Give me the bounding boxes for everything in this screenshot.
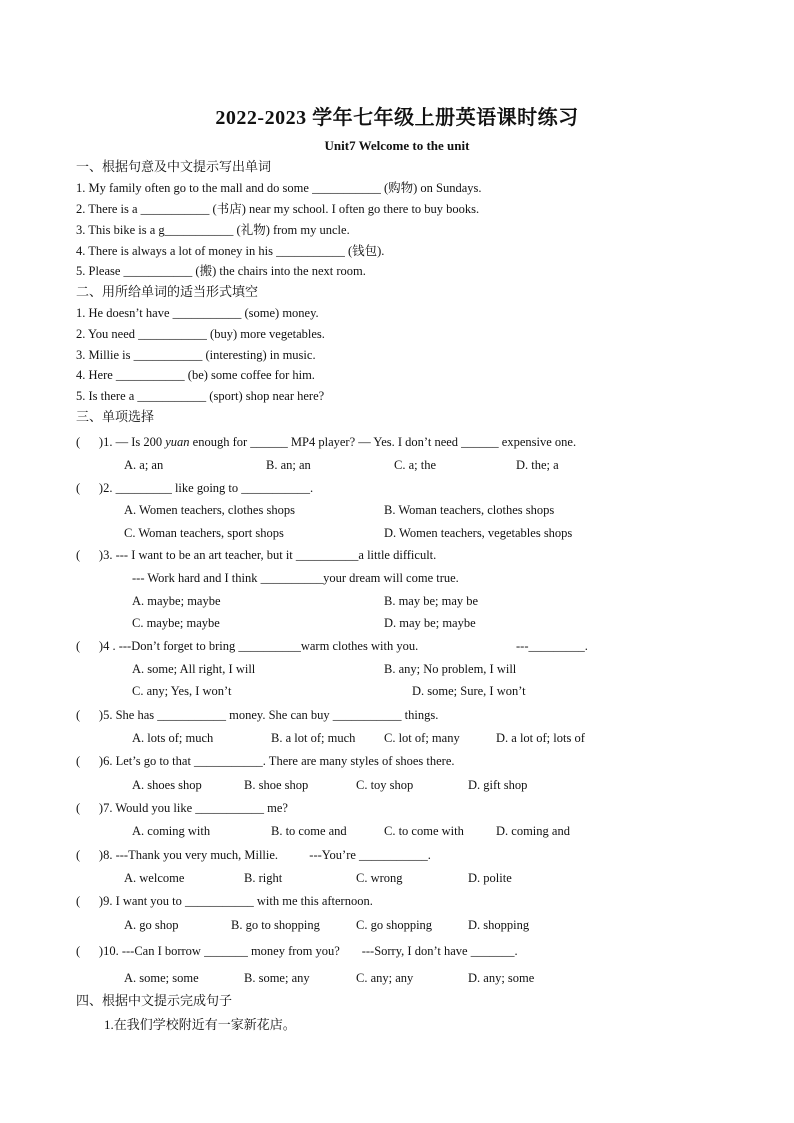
q10-option-c: C. any; any — [356, 971, 414, 985]
q6-option-b: B. shoe shop — [244, 778, 309, 792]
q3-stem-2: --- Work hard and I think __________your dream will come true. — [132, 571, 459, 585]
q7-option-c: C. to come with — [384, 824, 464, 838]
section-heading-1: 一、根据句意及中文提示写出单词 — [76, 159, 272, 174]
q4-option-d: D. some; Sure, I won’t — [412, 684, 526, 698]
q4-stem: ( )4 . ---Don’t forget to bring __________warm clothes with you. — [76, 639, 419, 653]
q3-option-b: B. may be; may be — [384, 594, 479, 608]
q10-option-a: A. some; some — [124, 971, 199, 985]
q3-stem: ( )3. --- I want to be an art teacher, but it __________a little difficult. — [76, 548, 437, 562]
q2-stem: ( )2. _________ like going to ___________. — [76, 481, 314, 495]
q1-stem-part1: ( )1. — Is 200 — [76, 435, 166, 449]
q1-option-c: C. a; the — [394, 458, 437, 472]
q7-option-b: B. to come and — [271, 824, 347, 838]
s2-item-3: 3. Millie is ___________ (interesting) in music. — [76, 348, 316, 362]
q4-option-b: B. any; No problem, I will — [384, 662, 517, 676]
s1-item-3: 3. This bike is a g___________ (礼物) from my uncle. — [76, 223, 350, 237]
q10-stem: ( )10. ---Can I borrow _______ money from you? ---Sorry, I don’t have _______. — [76, 944, 518, 958]
s4-item-1: 1.在我们学校附近有一家新花店。 — [104, 1017, 296, 1032]
s2-item-2: 2. You need ___________ (buy) more vegetables. — [76, 327, 325, 341]
q4-option-a: A. some; All right, I will — [132, 662, 256, 676]
q8-option-b: B. right — [244, 871, 283, 885]
q5-stem: ( )5. She has ___________ money. She can buy ___________ things. — [76, 708, 439, 722]
q7-stem: ( )7. Would you like ___________ me? — [76, 801, 288, 815]
page-subtitle: Unit7 Welcome to the unit — [324, 138, 470, 153]
q8-option-d: D. polite — [468, 871, 512, 885]
q9-stem: ( )9. I want you to ___________ with me this afternoon. — [76, 894, 373, 908]
q2-option-b: B. Woman teachers, clothes shops — [384, 503, 555, 517]
q5-option-d: D. a lot of; lots of — [496, 731, 585, 745]
s1-item-1: 1. My family often go to the mall and do some ___________ (购物) on Sundays. — [76, 181, 482, 195]
s2-item-5: 5. Is there a ___________ (sport) shop near here? — [76, 389, 325, 403]
q6-option-a: A. shoes shop — [132, 778, 202, 792]
section-heading-2: 二、用所给单词的适当形式填空 — [76, 284, 259, 299]
section-heading-3: 三、单项选择 — [76, 409, 155, 424]
q5-option-a: A. lots of; much — [132, 731, 214, 745]
q1-option-a: A. a; an — [124, 458, 164, 472]
q9-option-d: D. shopping — [468, 918, 530, 932]
q1-stem — [76, 434, 576, 450]
s1-item-2: 2. There is a ___________ (书店) near my school. I often go there to buy books. — [76, 202, 480, 216]
q7-option-d: D. coming and — [496, 824, 570, 838]
q3-option-d: D. may be; maybe — [384, 616, 476, 630]
q4-stem-tail: ---_________. — [516, 639, 588, 653]
s1-item-4: 4. There is always a lot of money in his ___________ (钱包). — [76, 244, 385, 258]
q7-option-a: A. coming with — [132, 824, 211, 838]
q1-option-d: D. the; a — [516, 458, 559, 472]
q8-option-c: C. wrong — [356, 871, 403, 885]
page-title: 2022-2023 学年七年级上册英语课时练习 — [215, 107, 579, 129]
q3-option-a: A. maybe; maybe — [132, 594, 221, 608]
q5-option-c: C. lot of; many — [384, 731, 460, 745]
q1-stem-part2: enough for ______ MP4 player? — Yes. I don’t need ______ expensive one. — [189, 435, 577, 449]
q3-option-c: C. maybe; maybe — [132, 616, 220, 630]
s1-item-5: 5. Please ___________ (搬) the chairs into the next room. — [76, 264, 366, 278]
q8-option-a: A. welcome — [124, 871, 185, 885]
q4-option-c: C. any; Yes, I won’t — [132, 684, 232, 698]
q9-option-c: C. go shopping — [356, 918, 433, 932]
q1-stem-italic: yuan — [165, 435, 190, 449]
q6-option-d: D. gift shop — [468, 778, 528, 792]
q10-option-d: D. any; some — [468, 971, 535, 985]
section-heading-4: 四、根据中文提示完成句子 — [76, 993, 233, 1008]
q1-option-b: B. an; an — [266, 458, 311, 472]
q5-option-b: B. a lot of; much — [271, 731, 356, 745]
q10-option-b: B. some; any — [244, 971, 310, 985]
q8-stem: ( )8. ---Thank you very much, Millie. ---You’re ___________. — [76, 848, 431, 862]
s2-item-4: 4. Here ___________ (be) some coffee for him. — [76, 368, 315, 382]
q2-option-c: C. Woman teachers, sport shops — [124, 526, 284, 540]
q6-stem: ( )6. Let’s go to that ___________. There are many styles of shoes there. — [76, 754, 455, 768]
s2-item-1: 1. He doesn’t have ___________ (some) money. — [76, 306, 319, 320]
q9-option-a: A. go shop — [124, 918, 179, 932]
q6-option-c: C. toy shop — [356, 778, 414, 792]
q2-option-a: A. Women teachers, clothes shops — [124, 503, 295, 517]
q9-option-b: B. go to shopping — [231, 918, 320, 932]
q2-option-d: D. Women teachers, vegetables shops — [384, 526, 573, 540]
